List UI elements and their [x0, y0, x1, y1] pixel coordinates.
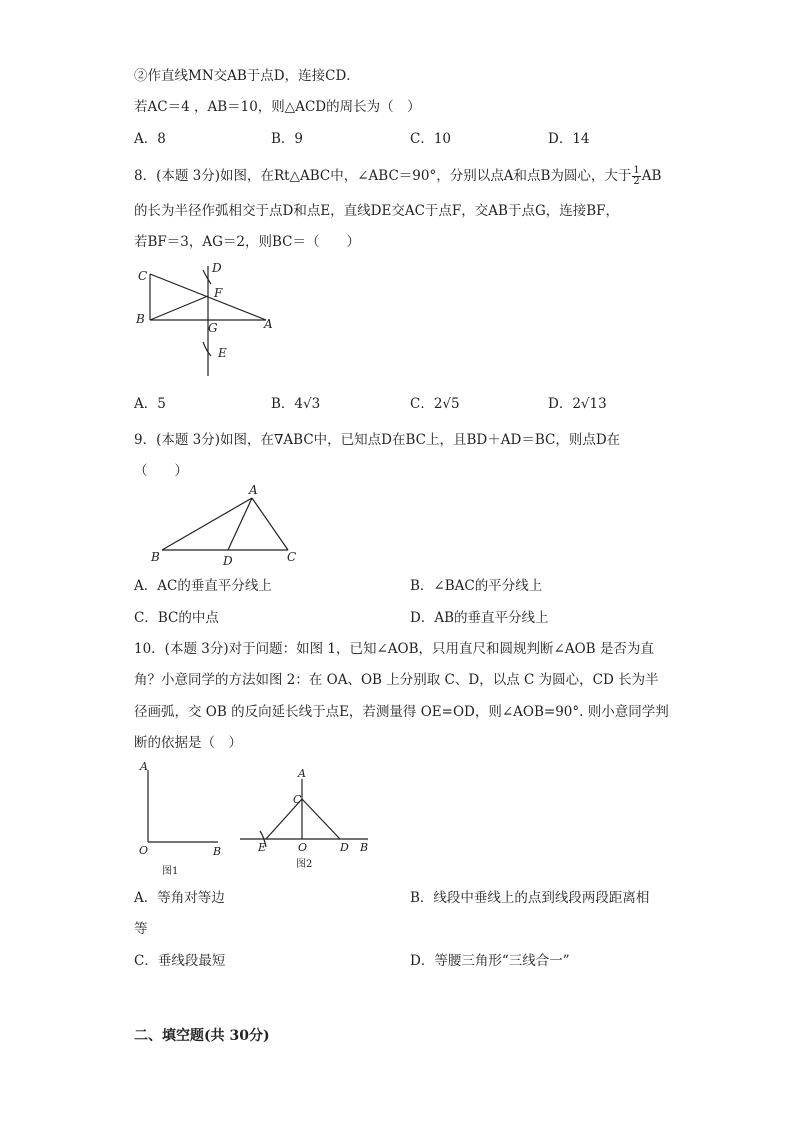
q8-frac-den: 2 [633, 176, 640, 187]
q7-option-d: D．14 [548, 131, 590, 147]
q8-option-a: A．5 [134, 396, 166, 412]
q10-fig2-label-e: E [258, 841, 267, 854]
q10-fig1-label-o: O [139, 844, 149, 857]
q9-segment-ad [228, 498, 252, 550]
q8-arc-d [203, 270, 211, 284]
q8-label-c: C [138, 269, 148, 283]
q8-segment-bf [150, 296, 208, 320]
q10-line4: 断的依据是（ ） [134, 735, 242, 751]
q9-segment-ba [162, 498, 252, 550]
q9-label-d: D [223, 554, 233, 568]
q10-fig2-label-c: C [293, 793, 302, 806]
q7-option-c: C．10 [410, 131, 452, 147]
q8-label-b: B [136, 312, 145, 326]
q9-option-a: A．AC的垂直平分线上 [134, 578, 272, 594]
q10-fig1-label-b: B [213, 845, 222, 858]
q10-option-b: B．线段中垂线上的点到线段两段距离相 [410, 890, 650, 906]
q9-line2: （ ） [134, 463, 188, 479]
q10-fig2-segment-cd [302, 799, 340, 839]
q9-label-c: C [287, 550, 297, 564]
q8-arc-e [203, 342, 211, 356]
q8-label-a: A [264, 317, 273, 331]
q8-fraction [632, 166, 640, 187]
q10-fig2-label-a: A [298, 767, 306, 780]
q9-option-b: B．∠BAC的平分线上 [410, 578, 543, 594]
q8-frac-num: 1 [633, 165, 640, 176]
q10-figure-1 [132, 758, 232, 878]
q9-figure [148, 484, 308, 570]
q10-option-c: C．垂线段最短 [134, 953, 226, 969]
q9-line1: 9．(本题 3分)如图，在∇ABC中，已知点D在BC上，且BD＋AD＝BC，则点D在 [134, 432, 621, 448]
q9-label-a: A [249, 484, 258, 497]
q9-option-c: C．BC的中点 [134, 610, 219, 626]
q10-line3: 径画弧，交 OB 的反向延长线于点E，若测量得 OE=OD，则∠AOB=90°. 则小意同学判 [134, 704, 669, 720]
q10-fig2-label-b: B [360, 841, 369, 854]
q8-option-c: C．2√5 [410, 396, 460, 412]
q7-option-b: B．9 [271, 131, 304, 147]
q8-option-d: D．2√13 [548, 396, 607, 412]
q8-label-g: G [208, 321, 218, 335]
q9-segment-ac [252, 498, 288, 550]
q10-line1: 10．(本题 3分)对于问题：如图 1，已知∠AOB，只用直尺和圆规判断∠AOB 是否为直 [134, 641, 654, 657]
q8-line1 [134, 166, 661, 187]
q10-fig2-label-d: D [340, 841, 349, 854]
q10-option-a: A．等角对等边 [134, 890, 225, 906]
q10-fig2-caption: 图2 [296, 859, 313, 870]
q7-option-a: A．8 [134, 131, 166, 147]
q10-option-d: D．等腰三角形“三线合一” [410, 953, 570, 969]
q9-label-b: B [151, 550, 160, 564]
q10-line2: 角？小意同学的方法如图 2：在 OA、OB 上分别取 C、D，以点 C 为圆心，CD 长为半 [134, 672, 659, 688]
q8-line1-text: 8．(本题 3分)如图，在Rt△ABC中，∠ABC＝90°，分别以点A和点B为圆心，大于 [134, 168, 632, 184]
q10-figure-2 [236, 765, 376, 875]
q8-figure [130, 262, 290, 382]
q10-option-b-wrap: 等 [134, 921, 148, 937]
q8-label-e: E [218, 346, 227, 360]
q10-fig1-label-a: A [140, 760, 148, 773]
q7-step2: ②作直线MN交AB于点D，连接CD． [134, 68, 360, 84]
q8-option-b: B．4√3 [271, 396, 321, 412]
q9-option-d: D．AB的垂直平分线上 [410, 610, 549, 626]
q10-fig1-caption: 图1 [162, 866, 179, 877]
q10-fig2-label-o: O [298, 841, 308, 854]
q8-label-f: F [214, 286, 223, 300]
q8-line1-tail: AB [641, 168, 662, 184]
q8-line2: 的长为半径作弧相交于点D和点E，直线DE交AC于点F，交AB于点G，连接BF， [134, 203, 620, 219]
q7-stem: 若AC＝4 ，AB＝10，则△ACD的周长为（ ） [134, 99, 421, 115]
q8-label-d: D [212, 262, 222, 275]
section-heading: 二、填空题(共 30分) [134, 1028, 270, 1044]
q8-line3: 若BF＝3，AG＝2，则BC＝（ ） [134, 234, 360, 250]
